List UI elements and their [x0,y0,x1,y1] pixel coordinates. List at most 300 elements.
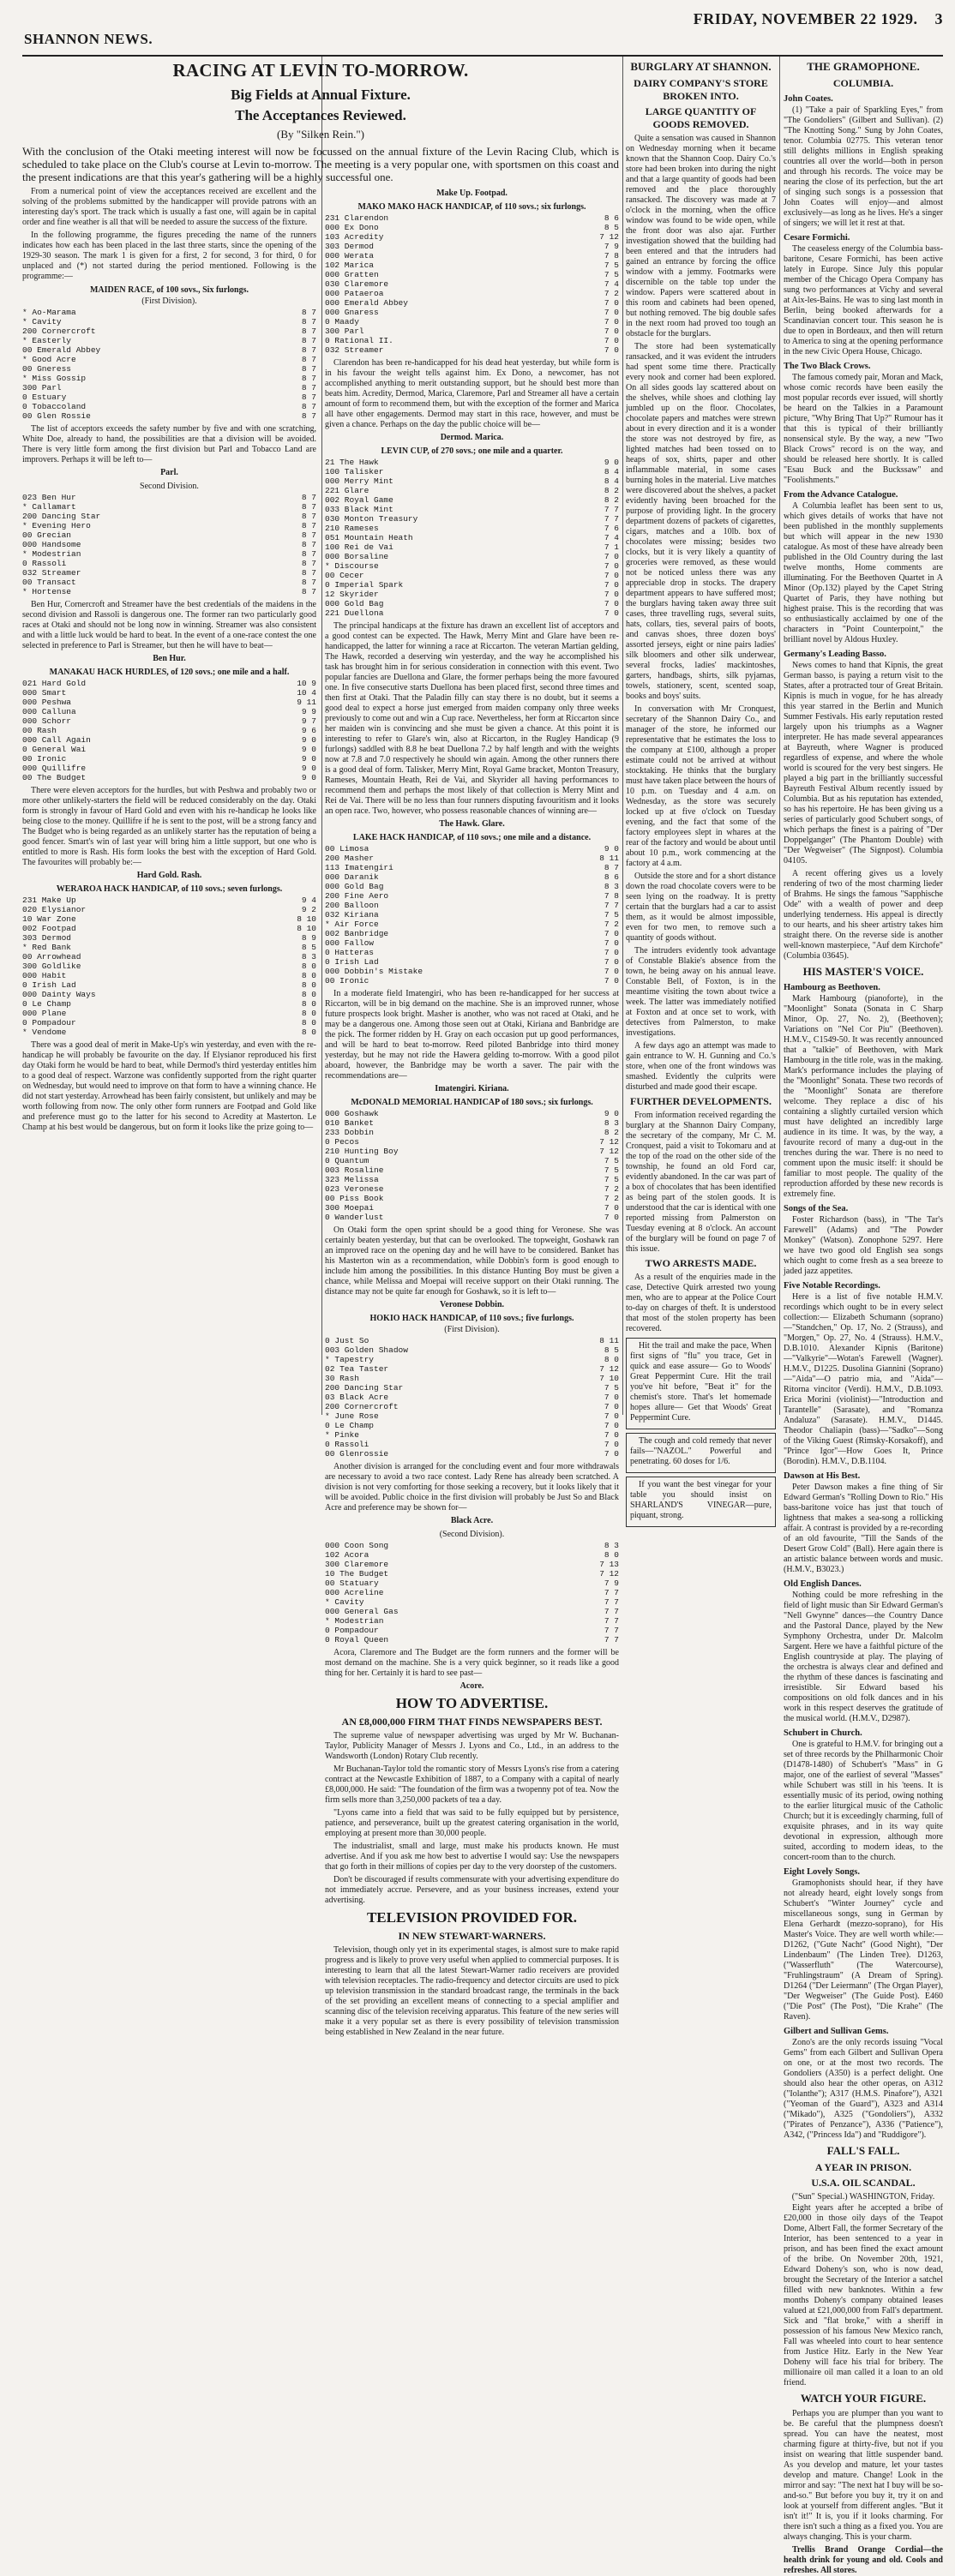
horse-name: 10 War Zone [22,914,76,924]
burglary-paragraph: Outside the store and for a short distance down the road chocolate covers were to be seen lying on the roadway. It is pretty certain that the burglars had a car to assist them, as it would be almost impossible, even for two men, to remove such a quantity of goods without. [626,872,776,943]
entry-row [325,1588,619,1597]
advertise-paragraph: Mr Buchanan-Taylor told the romantic story of Messrs Lyons's rise from a catering contract at the Newcastle Exhibition of 1887, to a Company with a capital of nearly £8,000,000. He said: "The foundation of the firm was a twopenny pot of tea. Now the firm sells more than 3,250,000 packets of tea a day. [325,1764,619,1805]
horse-weight: 7 0 [604,1213,619,1222]
horse-name: 200 Dancing Star [325,1383,404,1393]
horse-name: * Tapestry [325,1355,375,1364]
horse-name: 300 Moepai [325,1203,375,1213]
entry-row [325,1635,619,1644]
entry-row [22,345,316,355]
horse-name: 002 Banbridge [325,929,389,938]
section-body: Foster Richardson (bass), in "The Tar's Farewell" (Adams) and "The Powder Monkey" (Watson). Zonophone 5297. Here we have two good old English sea songs which ought to come fresh as a sea breeze to jaded jazz appetites. [784,1215,943,1276]
horse-weight: 8 7 [301,402,316,411]
entry-list [325,1336,619,1459]
entry-list [325,213,619,355]
horse-name: * Red Bank [22,943,72,952]
horse-name: 000 Gratten [325,270,379,279]
entry-row [325,1607,619,1616]
horse-name: 21 The Hawk [325,458,379,467]
horse-name: 0 Le Champ [325,1421,375,1430]
horse-name: 00 Glenrossie [325,1449,389,1459]
horse-weight: 7 5 [604,270,619,279]
entry-row [22,980,316,990]
horse-weight: 7 7 [604,1588,619,1597]
horse-name: 00 Ironic [325,976,369,985]
section-head: The Two Black Crows. [784,362,871,371]
horse-weight: 8 0 [301,1009,316,1018]
entry-row [22,764,316,773]
entry-row [325,590,619,599]
horse-name: * Discourse [325,561,379,571]
horse-weight: 7 2 [604,920,619,929]
horse-name: 002 Footpad [22,924,76,933]
horse-weight: 7 0 [604,1411,619,1421]
race-title: HOKIO HACK HANDICAP, of 110 sovs.; five furlongs. [369,1314,574,1323]
entry-list [22,896,316,1037]
race-title: WERAROA HACK HANDICAP, of 110 sovs.; seven furlongs. [56,884,283,894]
horse-name: 200 Masher [325,854,375,863]
burglary-paragraph: In conversation with Mr Cronquest, secretary of the Shannon Dairy Co., and manager of the store, he informed our representative that he estimates the loss to the company at £100, although a proper estimate could not be arrived at without stocktaking. He thinks that the burglary must have taken place between the hours of 10 p.m. on Tuesday and 4 a.m. on Wednesday, as the store was securely locked up at five o'clock on Tuesday evening, and the fact that some of the factory employees slept in whares at the rear of the factory and would be about until about 10 p.m., work commencing at the factory at 4 a.m. [626,704,776,868]
entry-row [325,561,619,571]
horse-name: 303 Dermod [22,933,72,943]
horse-weight: 7 5 [604,1383,619,1393]
entry-row [325,901,619,910]
horse-weight: 7 0 [604,1430,619,1440]
horse-name: 0 Rassoli [22,559,67,568]
horse-name: 02 Tea Taster [325,1364,389,1374]
horse-name: 000 Gold Bag [325,882,384,891]
entry-row [22,587,316,596]
entry-list [22,493,316,596]
figure-paragraph: Perhaps you are plumper than you want to be. Be careful that the plumpness doesn't spread. You can have the neatest, most charming figure at thirty-five, but not if you insist on wearing that little suspender band. As you develop and mature, let your tastes develop and mature. Change! Look in the mirror and say: "The next hat I buy will be so-and-so." But before you buy it, try it on and look at yourself from different angles. "But it isn't it!" It is, you if it looks charming. For there isn't such a thing as a fixed you. You are always changing. This is your charm. [784,2409,943,2542]
horse-name: 000 Pataeroa [325,289,384,298]
race-comment: The list of acceptors exceeds the safety number by five and with one scratching, White Doe, already to hand, the possibilities are that a division will be avoided. There is very little form among the first division but Parl and Tobacco Land are improvers. Perhaps it will be left to— [22,424,316,464]
horse-weight: 8 7 [301,317,316,326]
horse-name: 032 Kiriana [325,910,379,920]
horse-name: 021 Hard Gold [22,679,87,688]
racing-lead: With the conclusion of the Otaki meeting interest will now be focussed on the annual fixture of the Levin Racing Club, which is scheduled to take place on the Club's course at Levin to-morrow. The meeting is a very popular one, with sportsmen on this coast and the present indications are that this year's gathering will be a highly successful one. [22,145,619,183]
horse-weight: 8 7 [301,587,316,596]
horse-name: 051 Mountain Heath [325,533,413,542]
horse-weight: 8 5 [604,1345,619,1355]
race-pick: Make Up. Footpad. [436,189,508,198]
horse-weight: 7 7 [604,1616,619,1626]
section-body: The ceaseless energy of the Columbia bass-baritone, Cesare Formichi, has been active lately in Europe. Since July this popular member of the Chicago Opera Company has sung two performances at Vichy and several at Aix-les-Bains. He was to sing last month in Berlin, being booked afterwards for a Scandinavian concert tour. This season he is due to open in Bordeaux, and then will return to America to sing at the opening performance in the new Civic Opera House, Chicago. [784,244,943,356]
horse-weight: 8 7 [301,364,316,374]
entry-row [325,213,619,223]
horse-name: 010 Banket [325,1118,375,1128]
entry-row [325,514,619,524]
entry-row [22,1009,316,1018]
horse-weight: 10 9 [297,679,316,688]
entry-row [22,317,316,326]
entry-row [325,242,619,251]
entry-row [22,905,316,914]
entry-row [325,1560,619,1569]
racing-paragraph: In the following programme, the figures preceding the name of the runners indicates how each has been placed in the last three starts, since the opening of the 1929-30 season. The mark 1 is given for a first, 2 for second, 3 for third, 0 for unplaced and (*) not started during the period mentioned. Following is the programme:— [22,231,316,281]
section-head: Old English Dances. [784,1579,862,1589]
horse-weight: 8 0 [301,990,316,999]
horse-weight: 8 0 [301,999,316,1009]
horse-name: 323 Melissa [325,1175,379,1184]
horse-weight: 8 0 [301,962,316,971]
entry-row [325,1550,619,1560]
race-title: MAKO MAKO HACK HANDICAP, of 110 sovs.; six furlongs. [357,202,586,212]
horse-weight: 8 7 [301,549,316,559]
entry-row [325,1175,619,1184]
horse-weight: 8 7 [301,336,316,345]
horse-weight: 9 0 [301,735,316,745]
entry-row [325,270,619,279]
horse-weight: 8 7 [301,578,316,587]
race-comment: Ben Hur, Cornercroft and Streamer have the best credentials of the maidens in the second division and Rassoli is dangerous one. The former ran two particularly good races at Otaki and should not be long now in winning. Streamer was also consistent and with a little luck would be hard to beat. In the event of a one-race contest the one selected in preference to Parl is Streamer, but then he will have to beat— [22,600,316,650]
horse-weight: 7 13 [599,1560,619,1569]
horse-weight: 7 0 [604,967,619,976]
burglary-paragraph: The intruders evidently took advantage of Constable Blakie's absence from the town, he being away on his annual leave. Constable Bell, of Foxton, is in the meantime visiting the town about twice a week. The latter was immediately notified at Foxton and at once set to work, with detectives from Palmerston, to make investigations. [626,946,776,1038]
horse-weight: 7 7 [604,901,619,910]
horse-name: 000 Werata [325,251,375,261]
section-head: From the Advance Catalogue. [784,490,898,500]
horse-weight: 8 5 [301,943,316,952]
race-comment: Another division is arranged for the concluding event and four more withdrawals are necessary to avoid a two race contest. Lady Rene has already been scratched. A division is not very comforting for those seeking a recovery, but it looks likely that it will be avoided. Public choice in the first division will probably be Just So and Black Acre and preference may be shown for— [325,1462,619,1513]
advertise-paragraph: Don't be discouraged if results commensurate with your advertising expenditure do not immediately accrue. Persevere, and as your business increases, extend your advertising. [325,1875,619,1905]
horse-weight: 7 12 [599,1569,619,1579]
horse-name: 221 Glare [325,486,369,495]
horse-name: 300 Goldlike [22,962,81,971]
horse-name: 00 Statuary [325,1579,379,1588]
horse-weight: 7 2 [604,289,619,298]
entry-row [22,502,316,512]
horse-weight: 8 7 [604,863,619,872]
horse-weight: 8 4 [604,467,619,476]
horse-name: 200 Fine Aero [325,891,389,901]
horse-weight: 7 0 [604,326,619,336]
entry-row [325,1440,619,1449]
horse-weight: 9 7 [301,716,316,726]
entry-row [325,486,619,495]
race-title: MAIDEN RACE, of 100 sovs., Six furlongs. [89,285,249,295]
horse-name: * Vendome [22,1027,67,1037]
entry-row [22,924,316,933]
horse-weight: 7 0 [604,599,619,608]
column-rule [622,57,623,1415]
horse-name: 0 Estuary [22,392,67,402]
horse-weight: 8 0 [604,1550,619,1560]
entry-row [325,1184,619,1194]
horse-weight: 7 0 [604,929,619,938]
horse-name: 00 Piss Book [325,1194,384,1203]
hmv-headline: HIS MASTER'S VOICE. [802,965,924,978]
race-comment: There were eleven acceptors for the hurdles, but with Peshwa and probably two or more other unlikely-starters the field will be reduced considerably on the day. Otaki form is strongly in favour of Hard Gold and even with his re-handicap he looks like being close to the money. Quillifre if he is sent to the post, will be a strong fancy and The Budget who is being regarded as an unlikely starter has the reputation of being a good fencer. Smart's win of last year will bring him a little support, but one who is entitled to more is Rash. His form looks the best with the exception of Hard Gold. The favourites will probably be:— [22,786,316,867]
horse-name: 300 Parl [22,383,62,392]
advertise-headline: HOW TO ADVERTISE. [395,1695,549,1711]
horse-name: * Good Acre [22,355,76,364]
horse-weight: 7 9 [604,1579,619,1588]
fall-subhead: A YEAR IN PRISON. [814,2161,912,2173]
race-title: LEVIN CUP, of 270 sovs.; one mile and a quarter. [381,446,563,456]
section-body: Nothing could be more refreshing in the field of light music than Sir Edward German's "Nell Gwynne" dances—the Country Dance and the Pastoral Dance, played by the New Symphony Orchestra, under Dr. Malcolm Sargent. Here we have a faithful picture of the English countryside at play. The playing of the orchestra is always clear and defined and the rhythm of these dances is fascinating and irresistible. Sir Edward based his compositions on old folk dances and in his work in this respect deserves the gratitude of the musical world. (H.M.V., D2987). [784,1591,943,1723]
horse-name: 00 Glen Rossie [22,411,91,421]
horse-name: * Easterly [22,336,72,345]
entry-row [22,355,316,364]
horse-name: 000 Daranik [325,872,379,882]
entry-row [22,914,316,924]
horse-name: 102 Acora [325,1550,369,1560]
entry-row [325,458,619,467]
horse-name: * Cavity [22,317,62,326]
entry-row [325,571,619,580]
entry-row [22,707,316,716]
fall-subhead-2: U.S.A. OIL SCANDAL. [811,2177,916,2189]
entry-row [325,552,619,561]
entry-row [22,773,316,782]
horse-weight: 7 0 [604,948,619,957]
entry-row [325,1336,619,1345]
horse-weight: 7 5 [604,910,619,920]
entry-row [325,1402,619,1411]
entry-row [325,608,619,618]
horse-name: 003 Golden Shadow [325,1345,408,1355]
entry-row [325,976,619,985]
horse-weight: 7 7 [604,1607,619,1616]
horse-name: 000 Dainty Ways [22,990,96,999]
racing-col-left [22,187,316,2040]
horse-weight: 7 2 [604,1194,619,1203]
horse-weight: 7 0 [604,308,619,317]
section-body: Zono's are the only records issuing "Vocal Gems" from each Gilbert and Sullivan Opera on one, or at the most two records. The Gondoliers (A350) is a perfect delight. One should also hear the other operas, on A312 ("Iolanthe"); A317 (H.M.S. Pinafore"), A321 ("Yeoman of the Guard"), A323 and A314 ("Mikado"), A325 ("Gondoliers"), A332 ("Pirates of Penzance"), A336 ("Patience"), A342, ("Princess Ida") and "Ruddigore"). [784,2038,943,2140]
race-title: LAKE HACK HANDICAP, of 110 sovs.; one mile and a distance. [352,833,592,842]
racing-col-right [325,187,619,2040]
entry-row [325,495,619,505]
horse-weight: 7 8 [604,891,619,901]
race-comment: Acora, Claremore and The Budget are the form runners and the former will be most demand on the machine. She is a very quick beginner, so it reads like a good thing for her. Certainly it is hard to see past— [325,1648,619,1678]
racing-byline: (By "Silken Rein.") [277,128,364,141]
gramophone-sections [784,94,943,962]
burglary-paragraph: The store had been systematically ransacked, and it was evident the intruders had spent some time there. Practically every nook and corner had been explored. On all sides goods lay scattered about on the shelves, while shoes and clothing lay jumbled up on the floor. Chocolates, chocolate papers and matches were strewn about in every direction and it is a wonder the store was not destroyed by fire, as lighted matches had been tossed on to heaps of sox, shirts, paper and other inflammable material, in some cases burning holes in the material. Live matches were discovered about the shelves, a packet evidently having been broached for the purpose of providing light. In the grocery department dozens of packets of cigarettes, cigars, matches and a 10lb. box of chocolates were missing; besides two clocks, but it is very likely a quantity of groceries were removed, as these would not be noticed unless there was any appreciable drop in stocks. The drapery department appears to have suffered most; the burglars having taken away three suit cases, three travelling rugs, several suits, hats, collars, ties, several pairs of boots, and canvas shoes, three dozen boys' assorted jerseys, eight or nine pairs ladies' silk bloomers and other silk underwear, several frocks, ladies' mackintoshes, garters, handbags, shirts, silk pyjamas, towels, stationery, scent, scented soap, books and boys' suits. [626,342,776,701]
horse-weight: 7 0 [604,1421,619,1430]
entry-row [325,317,619,326]
gramophone-column [784,57,943,2575]
horse-weight: 7 6 [604,524,619,533]
masthead [22,7,943,58]
entry-row [325,1616,619,1626]
section-head: Five Notable Recordings. [784,1281,880,1291]
entry-list [22,679,316,782]
entry-row [325,863,619,872]
horse-weight: 7 4 [604,279,619,289]
horse-weight: 7 10 [599,1374,619,1383]
horse-name: 0 Wanderlust [325,1213,384,1222]
horse-weight: 8 0 [301,980,316,990]
horse-weight: 8 5 [604,223,619,232]
entry-list [325,458,619,618]
section-head: Cesare Formichi. [784,233,850,243]
race-pick: Black Acre. [450,1516,494,1525]
horse-name: 03 Black Acre [325,1393,389,1402]
burglary-subhead-2: LARGE QUANTITY OF GOODS REMOVED. [645,105,757,130]
horse-name: 113 Imatengiri [325,863,393,872]
figure-headline: WATCH YOUR FIGURE. [800,2392,927,2405]
horse-weight: 7 0 [604,590,619,599]
entry-row [325,882,619,891]
horse-weight: 8 9 [301,933,316,943]
entry-row [22,374,316,383]
horse-name: * Miss Gossip [22,374,87,383]
vinegar-advert: If you want the best vinegar for your table you should insist on SHARLAND'S VINEGAR—pure, piquant, strong. [626,1477,776,1527]
entry-row [325,1383,619,1393]
horse-weight: 7 7 [604,1597,619,1607]
horse-name: 0 Tobaccoland [22,402,87,411]
entry-row [325,476,619,486]
horse-name: 000 Borsaline [325,552,389,561]
horse-weight: 7 0 [604,1402,619,1411]
racing-subhead-2: The Acceptances Reviewed. [235,107,406,123]
horse-weight: 7 8 [604,251,619,261]
entry-row [22,512,316,521]
burglary-paragraph: Quite a sensation was caused in Shannon on Wednesday morning when it became known that the Shannon Coop. Dairy Co.'s store had been broken into during the night and that a large quantity of goods had been removed and the place thoroughly ransacked. The discovery was made at 7 o'clock in the morning, when the office window was found to be wide open, while the front door was also ajar. Further investigation showed that the building had been entered and that the intruders had gained an entrance by forcing the office window with a jemmy. Footmarks were discernible on the table top under the window. Papers were scattered about in this room and cabinets had been opened, but nothing removed. The big double safes in the next room had proved too tough an obstacle for the burglars. [626,134,776,338]
horse-weight: 7 5 [604,261,619,270]
entry-row [22,745,316,754]
section-body: The famous comedy pair, Moran and Mack, whose comic records have been easily the most popular records ever issued, will shortly be heard on the Talkies in a Paramount picture, "Why Bring That Up?" Rumour has it that this is typical of their brilliantly nonsensical style. By the way, a new "Two Black Crows" record is on the way, and should be released here shortly. It is called "Esau Buck and the Buckssaw" and "Foolishments." [784,373,943,485]
horse-weight: 7 0 [604,298,619,308]
entry-row [325,957,619,967]
horse-name: 200 Cornercroft [325,1402,399,1411]
division-label: (First Division). [141,297,197,306]
entry-row [22,1027,316,1037]
horse-name: 000 Goshawk [325,1109,379,1118]
nazol-advert: The cough and cold remedy that never fails—"NAZOL." Powerful and penetrating. 60 doses for 1/6. [626,1433,776,1473]
horse-name: 023 Veronese [325,1184,384,1194]
division-label: Second Division. [140,482,199,491]
entry-list [325,1541,619,1644]
section-body: A recent offering gives us a lovely rendering of two of the most charming lieder of Brahms. He sings the famous "Sapphische Ode" with a wealth of power and deep underlying tenderness. His appeal is directly to our hearts, and his sheer artistry takes him straight there. On the reverse side is another well-known masterpiece, "Auf dem Kirchofe" (Columbia 03645). [784,869,943,961]
entry-row [22,999,316,1009]
entry-row [325,1128,619,1137]
fall-dateline: ("Sun" Special.) WASHINGTON, Friday. [791,2192,935,2202]
horse-name: 0 Imperial Spark [325,580,404,590]
entry-row [325,1541,619,1550]
horse-weight: 8 7 [301,345,316,355]
gramophone-headline: THE GRAMOPHONE. [807,60,920,73]
section-body: One is grateful to H.M.V. for bringing out a set of three records by the Philharmonic Choir (D1478-1480) of Schubert's "Mass" in G major, one of the earliest of several "Masses" while Schubert was still in his 'teens. It is essentially music of its period, owing nothing to the earlier liturgical music of the Catholic Church; but it is exceedingly charming, full of exquisite phrases, and in its way quite devotional in expression, although more suited, according to modern ideas, to the concert-room than to the church. [784,1740,943,1862]
entry-row [325,1421,619,1430]
entry-row [325,345,619,355]
burglary-paragraph: A few days ago an attempt was made to gain entrance to W. H. Gunning and Co.'s store, when one of the front windows was smashed. Evidently the culprits were disturbed and made good their escape. [626,1041,776,1092]
horse-name: 00 Emerald Abbey [22,345,101,355]
horse-weight: 8 7 [301,326,316,336]
horse-weight: 8 3 [301,952,316,962]
horse-name: 0 Royal Queen [325,1635,389,1644]
horse-name: 00 Grecian [22,530,72,540]
horse-name: * Callamart [22,502,76,512]
horse-weight: 7 5 [604,1156,619,1165]
entry-row [22,971,316,980]
horse-name: 000 Fallow [325,938,375,948]
horse-weight: 8 0 [301,1018,316,1027]
horse-weight: 8 7 [301,493,316,502]
entry-row [325,1137,619,1147]
horse-weight: 8 2 [604,495,619,505]
entry-row [325,1411,619,1421]
horse-weight: 8 10 [297,924,316,933]
horse-weight: 9 0 [604,844,619,854]
horse-name: 000 Ex Dono [325,223,379,232]
horse-name: 020 Elysianor [22,905,87,914]
horse-weight: 8 11 [599,1336,619,1345]
horse-name: 0 Just So [325,1336,369,1345]
horse-name: 000 Peshwa [22,698,72,707]
horse-weight: 7 0 [604,1203,619,1213]
entry-row [325,251,619,261]
horse-weight: 7 0 [604,571,619,580]
horse-name: 002 Royal Game [325,495,393,505]
horse-weight: 7 0 [604,1440,619,1449]
television-headline: TELEVISION PROVIDED FOR. [366,1909,578,1926]
fall-headline: FALL'S FALL. [826,2144,900,2157]
entry-row [325,1355,619,1364]
horse-weight: 9 0 [604,1109,619,1118]
gramophone-subhead: COLUMBIA. [832,77,894,89]
horse-weight: 8 11 [599,854,619,863]
horse-name: 0 Irish Lad [22,980,76,990]
horse-name: 000 Handsome [22,540,81,549]
entry-row [22,392,316,402]
race-pick: Imatengiri. Kiriana. [435,1084,509,1093]
horse-name: 30 Rash [325,1374,359,1383]
entry-row [325,1569,619,1579]
horse-name: 210 Hunting Boy [325,1147,399,1156]
horse-name: 000 Gnaress [325,308,379,317]
horse-name: 00 Limosa [325,844,369,854]
entry-row [325,599,619,608]
horse-weight: 7 0 [604,938,619,948]
entry-list [325,844,619,985]
horse-weight: 8 7 [301,530,316,540]
race-pick: Veronese Dobbin. [439,1300,504,1309]
horse-weight: 7 0 [604,1393,619,1402]
entry-row [325,223,619,232]
horse-weight: 8 4 [604,476,619,486]
entry-row [325,232,619,242]
entry-row [325,967,619,976]
horse-name: 0 Hatteras [325,948,375,957]
race-pick: The Hawk. Glare. [439,819,505,829]
burglary-column [626,57,776,1520]
horse-weight: 7 0 [604,345,619,355]
horse-weight: 7 0 [604,561,619,571]
horse-name: 103 Acredity [325,232,384,242]
burglary-headline: BURGLARY AT SHANNON. [630,60,772,73]
entry-list [325,1109,619,1222]
horse-name: 0 Irish Lad [325,957,379,967]
horse-name: 00 Rash [22,726,57,735]
arrests-head: TWO ARRESTS MADE. [645,1257,757,1269]
horse-name: * Air Force [325,920,379,929]
entry-row [325,524,619,533]
horse-weight: 8 7 [301,411,316,421]
horse-weight: 7 5 [604,1175,619,1184]
horse-weight: 9 9 [301,707,316,716]
section-body: Mark Hambourg (pianoforte), in the "Moonlight" Sonata (Sonata in C Sharp Minor, Op. 27, No. 2), (Beethoven); Variations on "Nel Cor Piu" (Beethoven). H.M.V., C1549-50. It was recently announced that a "talkie" of Beethoven, with Mark Hambourg in the title role, was in the making. Mark's performance includes the playing of the "Moonlight" Sonata. These two records of the "Moonlight" Sonata are therefore welcome. They replace a disc of his containing a slightly curtailed version which must have delighted an incredibly large audience in its time. It was, by the way, a favourite record of many a dug-out in the trenches during the war. There is no need to comment upon the music itself: it should be familiar to most people. The quality of the reproduction afforded by these new records is extremely fine. [784,994,943,1199]
entry-row [325,929,619,938]
horse-name: 0 Quantum [325,1156,369,1165]
horse-weight: 9 0 [604,458,619,467]
entry-row [325,948,619,957]
horse-name: 100 Rei de Vai [325,542,393,552]
horse-name: 023 Ben Hur [22,493,76,502]
horse-name: 12 Skyrider [325,590,379,599]
entry-row [22,735,316,745]
horse-weight: 9 0 [301,754,316,764]
